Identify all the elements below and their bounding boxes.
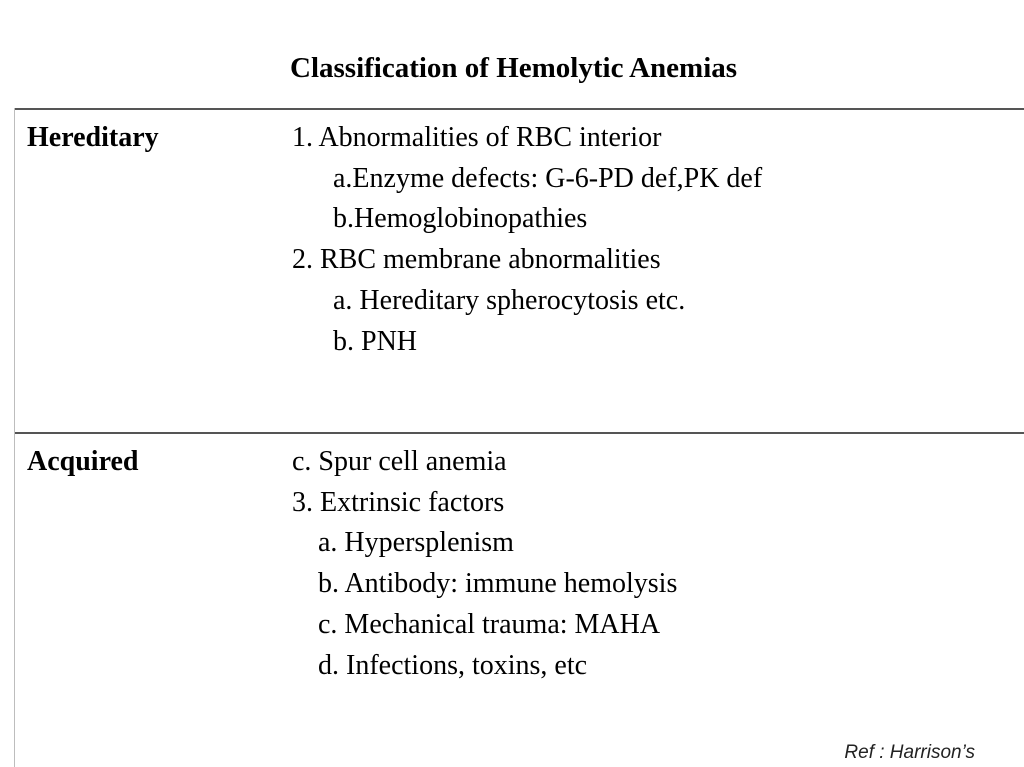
row-label-acquired: Acquired (27, 446, 139, 477)
list-item: c. Spur cell anemia (292, 446, 507, 477)
list-item: a. Hereditary spherocytosis etc. (333, 284, 686, 316)
table-top-rule (14, 108, 1024, 110)
hereditary-list (292, 118, 762, 362)
row-label-hereditary: Hereditary (27, 122, 159, 153)
list-item: c. Mechanical trauma: MAHA (318, 608, 661, 640)
list-item: 2. RBC membrane abnormalities (292, 244, 661, 276)
slide-left-border (14, 108, 15, 767)
list-item: a.Enzyme defects: G-6-PD def,PK def (333, 162, 763, 194)
slide-title: Classification of Hemolytic Anemias (290, 52, 738, 84)
list-item: 3. Extrinsic factors (292, 486, 505, 518)
list-item: b.Hemoglobinopathies (333, 203, 588, 235)
acquired-list (292, 442, 677, 686)
list-item: b. Antibody: immune hemolysis (318, 568, 678, 600)
list-item: d. Infections, toxins, etc (318, 649, 588, 681)
list-item: a. Hypersplenism (318, 527, 514, 559)
list-item: b. PNH (333, 325, 418, 357)
list-item: 1. Abnormalities of RBC interior (292, 122, 662, 153)
table-row-divider (14, 432, 1024, 434)
reference-note: Ref : Harrison’s (844, 742, 975, 763)
